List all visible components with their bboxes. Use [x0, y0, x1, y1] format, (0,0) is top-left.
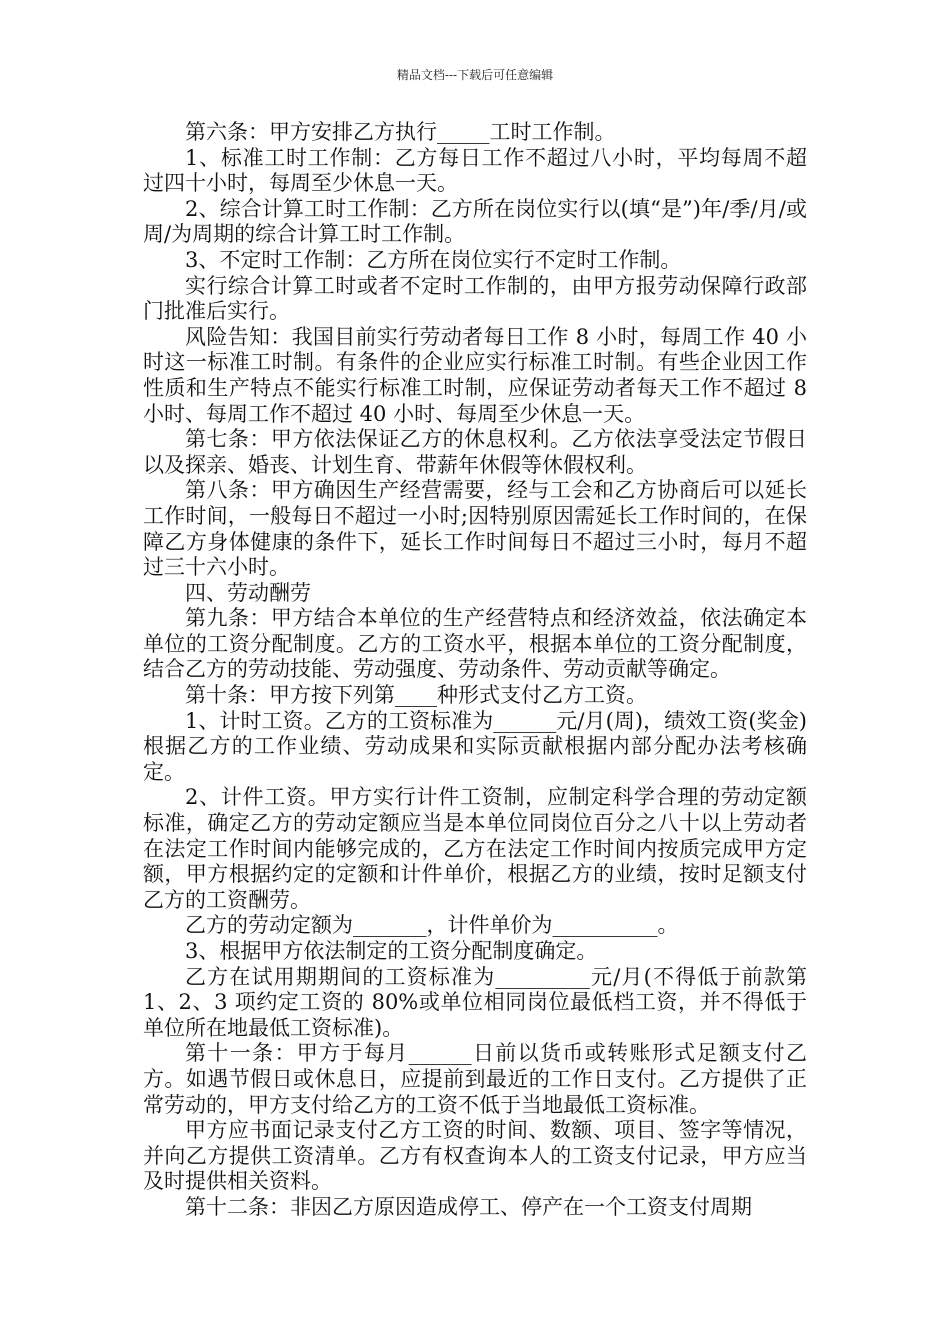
clause-10-item-2: 2、计件工资。甲方实行计件工资制，应制定科学合理的劳动定额标准，确定乙方的劳动定额应当是本单位同岗位百分之八十以上劳动者在法定工作时间内能够完成的，乙方在法定工作时间内按质完成甲方定额，甲方根据约定的定额和计件单价，根据乙方的业绩，按时足额支付乙方的工资酬劳。 — [143, 785, 807, 912]
clause-9: 第九条：甲方结合本单位的生产经营特点和经济效益，依法确定本单位的工资分配制度。乙方的工资水平，根据本单位的工资分配制度，结合乙方的劳动技能、劳动强度、劳动条件、劳动贡献等确定。 — [143, 606, 807, 682]
quota-line: 乙方的劳动定额为_______，计件单价为__________。 — [185, 913, 679, 938]
clause-12: 第十二条：非因乙方原因造成停工、停产在一个工资支付周期 — [185, 1194, 752, 1219]
risk-notice: 风险告知：我国目前实行劳动者每日工作 8 小时，每周工作 40 小时这一标准工时制。有条件的企业应实行标准工时制。有些企业因工作性质和生产特点不能实行标准工时制，应保证劳动者每天工作不超过 8 小时、每周工作不超过 40 小时、每周至少休息一天。 — [143, 324, 807, 426]
page-header: 精品文档---下载后可任意编辑 — [396, 68, 554, 82]
clause-7: 第七条：甲方依法保证乙方的休息权利。乙方依法享受法定节假日以及探亲、婚丧、计划生育、带薪年休假等休假权利。 — [143, 427, 807, 477]
wage-record: 甲方应书面记录支付乙方工资的时间、数额、项目、签字等情况，并向乙方提供工资清单。乙方有权查询本人的工资支付记录，甲方应当及时提供相关资料。 — [143, 1118, 807, 1194]
clause-11: 第十一条：甲方于每月______日前以货币或转账形式足额支付乙方。如遇节假日或休息日，应提前到最近的工作日支付。乙方提供了正常劳动的，甲方支付给乙方的工资不低于当地最低工资标准。 — [143, 1041, 807, 1117]
clause-8: 第八条：甲方确因生产经营需要，经与工会和乙方协商后可以延长工作时间，一般每日不超过一小时;因特别原因需延长工作时间的，在保障乙方身体健康的条件下，延长工作时间每日不超过三小时，每月不超过三十六小时。 — [143, 478, 807, 580]
clause-6-item-2: 2、综合计算工时工作制：乙方所在岗位实行以(填“是”)年/季/月/或周/为周期的综合计算工时工作制。 — [143, 196, 807, 247]
clause-10-item-3: 3、根据甲方依法制定的工资分配制度确定。 — [185, 939, 598, 963]
probation-wage: 乙方在试用期期间的工资标准为_________元/月(不得低于前款第 1、2、3 项约定工资的 80%或单位相同岗位最低档工资，并不得低于单位所在地最低工资标准)。 — [143, 964, 807, 1040]
clause-10: 第十条：甲方按下列第____种形式支付乙方工资。 — [185, 683, 647, 708]
clause-6-note: 实行综合计算工时或者不定时工作制的，由甲方报劳动保障行政部门批准后实行。 — [143, 273, 807, 324]
section-heading: 四、劳动酬劳 — [185, 580, 311, 605]
clause-6-item-1: 1、标准工时工作制：乙方每日工作不超过八小时，平均每周不超过四十小时，每周至少休息一天。 — [143, 145, 807, 196]
clause-6: 第六条：甲方安排乙方执行_____工时工作制。 — [185, 120, 616, 144]
clause-10-item-1: 1、计时工资。乙方的工资标准为______元/月(周)，绩效工资(奖金)根据乙方的工作业绩、劳动成果和实际贡献根据内部分配办法考核确定。 — [143, 708, 807, 784]
clause-6-item-3: 3、不定时工作制：乙方所在岗位实行不定时工作制。 — [185, 247, 682, 272]
document-body — [143, 120, 807, 1221]
